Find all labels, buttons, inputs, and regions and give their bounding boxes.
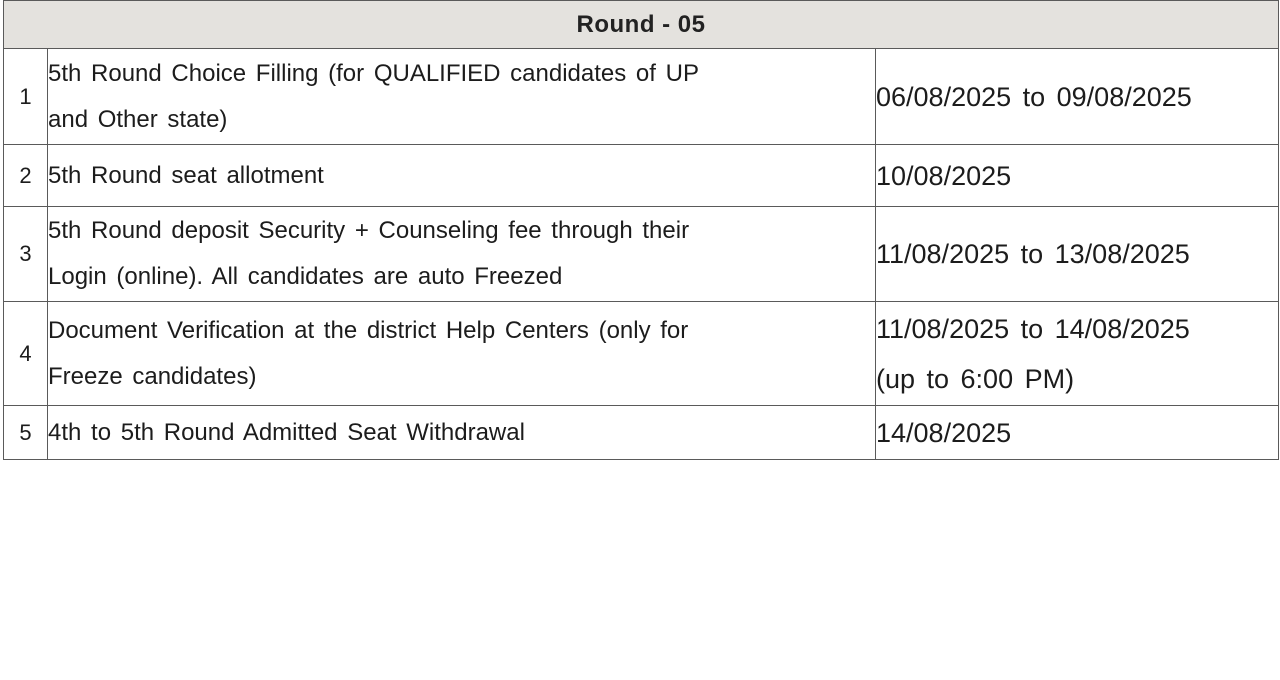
- event-description: [48, 49, 876, 145]
- date-line: (up to 6:00 PM): [876, 363, 1075, 394]
- event-description: [48, 145, 876, 207]
- table-row: [4, 207, 1279, 302]
- serial-number: 3: [4, 207, 48, 302]
- date-line: 11/08/2025 to 13/08/2025: [876, 239, 1190, 269]
- description-line: 4th to 5th Round Admitted Seat Withdrawal: [48, 418, 525, 446]
- date-line: 14/08/2025: [876, 417, 1012, 448]
- serial-number: 4: [4, 302, 48, 406]
- event-description: [48, 207, 876, 302]
- event-description: [48, 406, 876, 460]
- description-line: and Other state): [48, 105, 228, 133]
- description-line: Document Verification at the district Help Centers (only for: [48, 316, 689, 344]
- description-line: Freeze candidates): [48, 362, 257, 390]
- event-date: [876, 145, 1279, 207]
- event-description: [48, 302, 876, 406]
- date-line: 06/08/2025 to 09/08/2025: [876, 81, 1192, 112]
- description-line: 5th Round deposit Security + Counseling fee through their: [48, 217, 690, 244]
- event-date: [876, 49, 1279, 145]
- table-row: [4, 406, 1279, 460]
- event-date: [876, 406, 1279, 460]
- table-row: [4, 49, 1279, 145]
- serial-number: 1: [4, 49, 48, 145]
- event-date: [876, 207, 1279, 302]
- date-line: 10/08/2025: [876, 160, 1012, 191]
- table-row: [4, 145, 1279, 207]
- round-title: Round - 05: [4, 1, 1279, 49]
- event-date: [876, 302, 1279, 406]
- serial-number: 2: [4, 145, 48, 207]
- date-line: 11/08/2025 to 14/08/2025: [876, 313, 1190, 344]
- serial-number: 5: [4, 406, 48, 460]
- table-row: [4, 302, 1279, 406]
- description-line: 5th Round Choice Filling (for QUALIFIED candidates of UP: [48, 59, 699, 87]
- description-line: Login (online). All candidates are auto Freezed: [48, 263, 563, 290]
- description-line: 5th Round seat allotment: [48, 161, 324, 189]
- round-schedule-table: [3, 0, 1279, 460]
- table-header-row: [4, 1, 1279, 49]
